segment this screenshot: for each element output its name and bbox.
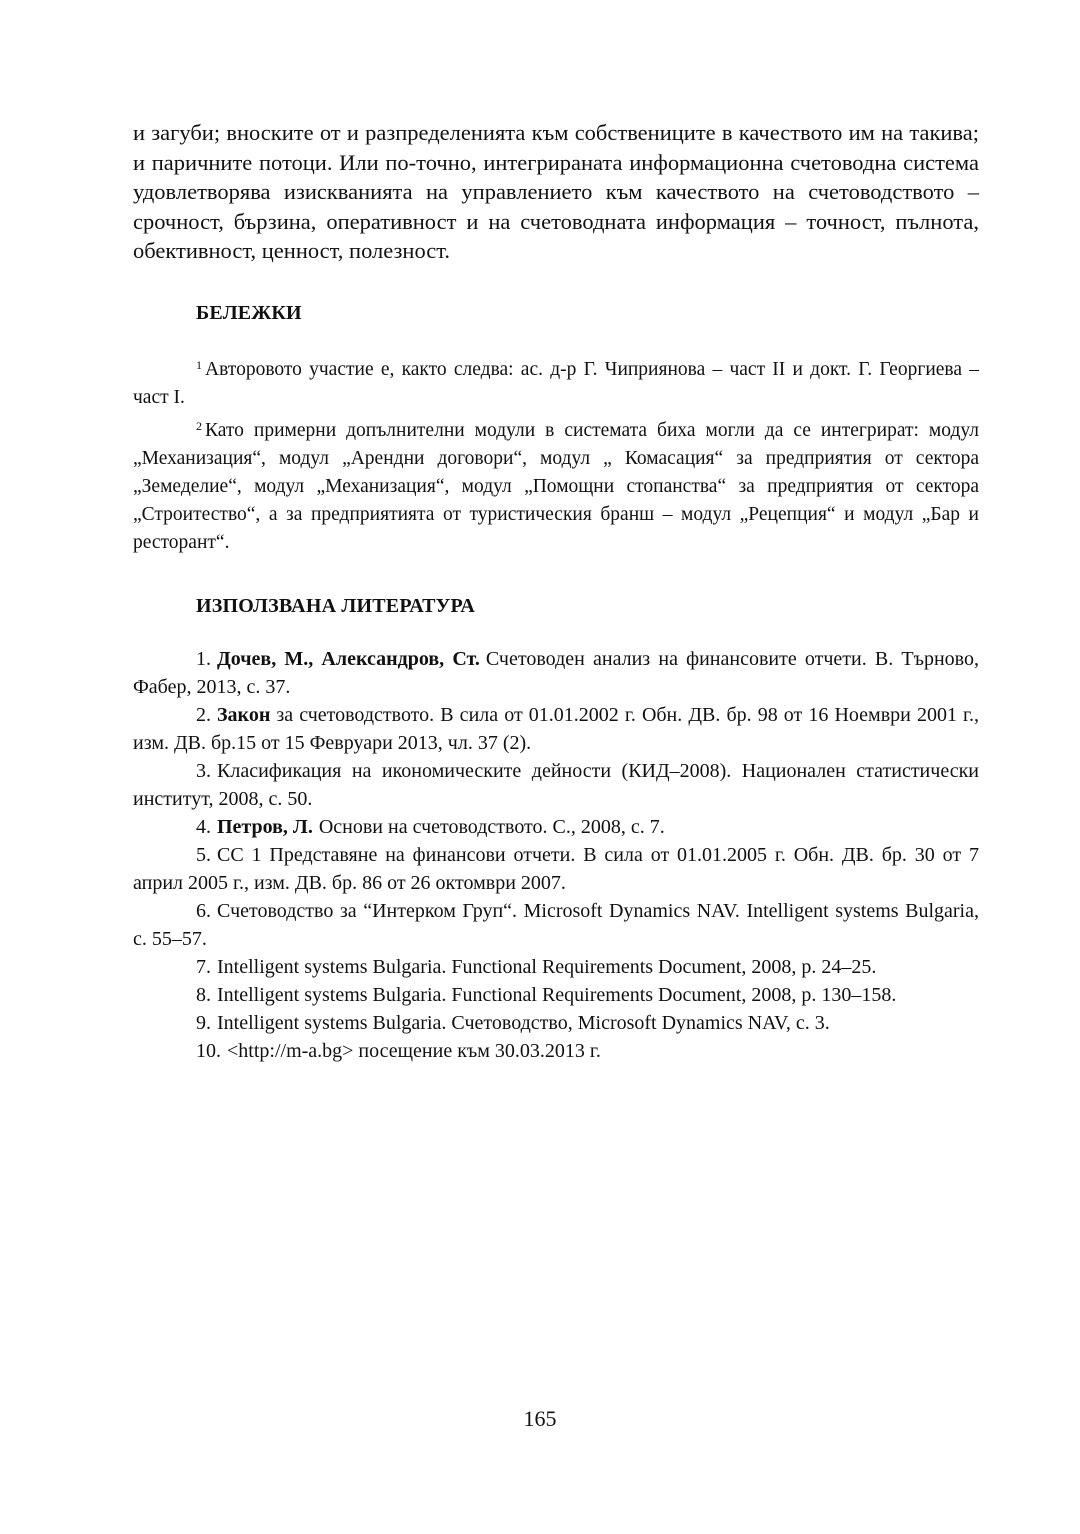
reference-number: 7. bbox=[196, 955, 211, 978]
reference-item bbox=[133, 897, 979, 953]
reference-number: 8. bbox=[196, 983, 211, 1006]
reference-item bbox=[133, 1037, 979, 1065]
body-paragraph: и загуби; вноските от и разпределенията към собствениците в качеството им на такива; и паричните потоци. Или по-точно, интегрираната информационна счетоводна система удовлетворява изискванията на управлението към качеството на счетоводството – срочност, бързина, оперативност и на счетоводната информация – точност, пълнота, обективност, ценност, полезност. bbox=[133, 120, 979, 263]
reference-text: СС 1 Представяне на финансови отчети. В сила от 01.01.2005 г. Обн. ДВ. бр. 30 от 7 април 2005 г., изм. ДВ. бр. 86 от 26 октомври 2007. bbox=[133, 843, 979, 894]
note-text: Като примерни допълнителни модули в системата биха могли да се интегрират: модул „Механизация“, модул „Арендни договори“, модул „ Комасация“ за предприятия от сектора „Земеделие“, модул „Механизация“, модул „Помощни стопанства“ за предприятия от сектора „Строитество“, а за предприятията от туристическия бранш – модул „Рецепция“ и модул „Бар и ресторант“. bbox=[133, 419, 979, 553]
reference-text: Счетоводен анализ на финансовите отчети. В. Търново, Фабер, 2013, с. 37. bbox=[133, 647, 979, 698]
reference-item bbox=[133, 701, 979, 757]
reference-number: 10. bbox=[196, 1039, 221, 1062]
references-heading: ИЗПОЛЗВАНА ЛИТЕРАТУРА bbox=[196, 594, 476, 617]
reference-author: Закон bbox=[217, 703, 271, 726]
note-marker: 2 bbox=[196, 418, 202, 433]
page-number: 165 bbox=[523, 1406, 557, 1431]
reference-author: Дочев, М., Александров, Ст. bbox=[217, 647, 480, 670]
reference-item bbox=[133, 981, 979, 1009]
reference-text: Счетоводство за “Интерком Груп“. Microsoft Dynamics NAV. Intelligent systems Bulgaria, с. 55–57. bbox=[133, 899, 979, 950]
note-item bbox=[133, 351, 979, 412]
note-item bbox=[133, 412, 979, 557]
reference-number: 1. bbox=[196, 647, 211, 670]
page-content bbox=[133, 118, 979, 1065]
notes-list bbox=[133, 351, 979, 557]
note-marker: 1 bbox=[196, 357, 202, 372]
reference-text: Intelligent systems Bulgaria. Functional Requirements Document, 2008, p. 130–158. bbox=[217, 983, 897, 1006]
reference-number: 2. bbox=[196, 703, 211, 726]
references-list bbox=[133, 645, 979, 1065]
reference-number: 6. bbox=[196, 899, 211, 922]
reference-item bbox=[133, 1009, 979, 1037]
reference-author: Петров, Л. bbox=[217, 815, 313, 838]
reference-item bbox=[133, 645, 979, 701]
reference-item bbox=[133, 953, 979, 981]
reference-text: Основи на счетоводството. С., 2008, с. 7. bbox=[318, 815, 665, 838]
reference-number: 4. bbox=[196, 815, 211, 838]
reference-text: Intelligent systems Bulgaria. Functional Requirements Document, 2008, p. 24–25. bbox=[217, 955, 877, 978]
reference-text: <http://m-a.bg> посещение към 30.03.2013 г. bbox=[227, 1039, 601, 1062]
reference-number: 9. bbox=[196, 1011, 211, 1034]
notes-heading: БЕЛЕЖКИ bbox=[196, 301, 302, 324]
reference-text: Intelligent systems Bulgaria. Счетоводство, Microsoft Dynamics NAV, с. 3. bbox=[217, 1011, 830, 1034]
reference-number: 5. bbox=[196, 843, 211, 866]
reference-item bbox=[133, 813, 979, 841]
note-text: Авторовото участие е, както следва: ас. д-р Г. Чиприянова – част II и докт. Г. Георгиева – част I. bbox=[133, 358, 979, 408]
reference-item bbox=[133, 757, 979, 813]
reference-number: 3. bbox=[196, 759, 211, 782]
reference-text: за счетоводството. В сила от 01.01.2002 г. Обн. ДВ. бр. 98 от 16 Ноември 2001 г., изм. ДВ. бр.15 от 15 Февруари 2013, чл. 37 (2). bbox=[133, 703, 979, 754]
reference-item bbox=[133, 841, 979, 897]
reference-text: Класификация на икономическите дейности (КИД–2008). Национален статистически институт, 2008, с. 50. bbox=[133, 759, 979, 810]
